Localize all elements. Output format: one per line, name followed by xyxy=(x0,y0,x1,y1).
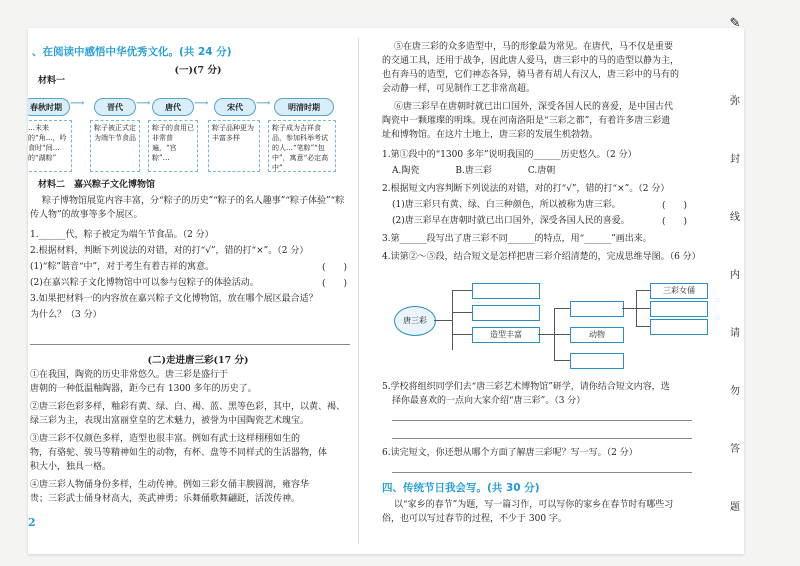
paragraph-5-cont3: 会动静一样，可见制作工艺非常高超。 xyxy=(382,84,536,94)
connector-line xyxy=(452,290,453,350)
paragraph-1-cont: 唐朝的一种低温釉陶器，距今已有 1300 多年的历史了。 xyxy=(30,384,257,394)
connector-line xyxy=(622,308,636,309)
binding-char: 勿 xyxy=(730,386,740,397)
mind-map-blank-1[interactable] xyxy=(472,283,540,299)
connector-line xyxy=(636,290,650,291)
answer-paren[interactable]: ( ) xyxy=(662,217,688,227)
material-one-label: 材料一 xyxy=(38,76,66,86)
right-question-6: 6.读完短文，你还想从哪个方面了解唐三彩呢？写一写。（2 分） xyxy=(382,448,638,458)
material-two-text-cont: 传人物”的故事等多个展区。 xyxy=(30,210,143,220)
arrow-icon: ⟶ xyxy=(70,98,85,109)
answer-paren[interactable]: ( ) xyxy=(662,201,688,211)
paragraph-6-cont: 陶瓷中一颗璀璨的明珠。现在河南洛阳是“三彩之都”，有着许多唐三彩遗 xyxy=(382,116,671,126)
answer-paren[interactable]: ( ) xyxy=(322,263,348,273)
paragraph-3: ③唐三彩不仅颜色多样，造型也很丰富。例如有武士这样栩栩如生的 xyxy=(30,434,301,444)
right-question-1-options: A.陶瓷 B.唐三彩 C.唐朝 xyxy=(392,166,556,176)
mind-map-blank-6[interactable] xyxy=(650,319,708,335)
connector-line xyxy=(452,334,472,335)
timeline-note-ming-qing: 粽子成为吉祥食品，参加科举考试的人…“笔粽”“包中”，寓意“必定高中” xyxy=(268,120,336,172)
binding-char: 封 xyxy=(730,154,740,165)
timeline-note-spring-autumn: …末来的“角…，吟食时“间…的“湖粽” xyxy=(28,120,72,172)
question-3-cont: 为什么？（3 分） xyxy=(30,310,102,320)
page-number: 2 xyxy=(28,516,36,529)
section-three-title: 、在阅读中感悟中华优秀文化。(共 24 分) xyxy=(32,46,232,58)
material-two-title: 材料二 嘉兴粽子文化博物馆 xyxy=(38,180,156,190)
paragraph-6: ⑥唐三彩早在唐朝时就已出口国外，深受各国人民的喜爱，是中国古代 xyxy=(394,102,674,112)
mind-map-shape: 造型丰富 xyxy=(472,327,540,343)
connector-line xyxy=(434,320,452,321)
paragraph-1: ①在我国，陶瓷的历史非常悠久。唐三彩是盛行于 xyxy=(30,370,229,380)
timeline-label-song: 宋代 xyxy=(214,98,256,116)
connector-line xyxy=(636,326,650,327)
connector-line xyxy=(554,308,570,309)
timeline-label-ming-qing: 明清时期 xyxy=(274,98,334,116)
connector-line xyxy=(452,312,472,313)
paragraph-3-cont: 物，有骆驼、骏马等精神如生的动物，有杯、盘等不同样式的生活器物，体 xyxy=(30,448,328,458)
right-question-2-item-1: (1)唐三彩只有黄、绿、白三种颜色，所以被称为唐三彩。 xyxy=(392,200,621,210)
right-question-2-item-2: (2)唐三彩早在唐朝时就已出口国外，深受各国人民的喜爱。 xyxy=(392,216,630,226)
section-four-title: 四、传统节日我会写。(共 30 分) xyxy=(382,482,540,494)
paragraph-5: ⑤在唐三彩的众多造型中，马的形象最为常见。在唐代，马不仅是重要 xyxy=(394,42,674,52)
answer-line[interactable] xyxy=(30,344,350,345)
right-question-4: 4.读第②～⑤段，结合短文是怎样把唐三彩介绍清楚的，完成思维导图。（6 分） xyxy=(382,252,701,262)
binding-char: 内 xyxy=(730,270,740,281)
answer-line[interactable] xyxy=(392,472,692,473)
mind-map-blank-4[interactable] xyxy=(570,353,624,369)
timeline-label-jin: 晋代 xyxy=(94,98,136,116)
mind-map-woman: 三彩女俑 xyxy=(650,283,708,299)
answer-paren[interactable]: ( ) xyxy=(322,279,348,289)
question-1: 1.______代，粽子被定为端午节食品。（2 分） xyxy=(30,230,214,240)
connector-line xyxy=(636,308,650,309)
mind-map-animal: 动物 xyxy=(570,327,624,343)
connector-line xyxy=(538,334,554,335)
answer-line[interactable] xyxy=(392,438,692,439)
connector-line xyxy=(554,360,570,361)
connector-line xyxy=(452,290,472,291)
answer-line[interactable] xyxy=(392,420,692,421)
worksheet-page xyxy=(28,28,744,554)
right-question-5-cont: 择你最喜欢的一点向大家介绍“唐三彩”。（3 分） xyxy=(392,396,586,406)
mind-map-center: 唐三彩 xyxy=(394,306,436,336)
timeline-note-tang: 粽子的食用已非常普遍，“宫粽”… xyxy=(148,120,198,172)
right-question-3: 3.第______段写出了唐三彩不同______的特点，用“______”画出来。 xyxy=(382,234,652,244)
timeline-label-spring-autumn: 春秋时期 xyxy=(28,98,70,116)
essay-prompt-cont: 俗，也可以写过春节的过程，不少于 300 字。 xyxy=(382,514,567,524)
connector-line xyxy=(554,334,570,335)
right-question-2: 2.根据短文内容判断下列说法的对错，对的打“√”，错的打“×”。（2 分） xyxy=(382,184,670,194)
part-two-title: (二)走进唐三彩(17 分) xyxy=(147,355,249,366)
question-2-item-2: (2)在嘉兴粽子文化博物馆中可以参与包粽子的体验活动。 xyxy=(30,278,259,288)
pen-icon: ✎ xyxy=(729,16,741,31)
paragraph-4: ④唐三彩人物俑身份多样，生动传神。例如三彩女俑丰腴圆润，雍容华 xyxy=(30,480,310,490)
paragraph-6-cont2: 址和博物馆。在这片土地上，唐三彩的发展生机勃勃。 xyxy=(382,130,599,140)
binding-char: 题 xyxy=(730,502,740,513)
mind-map-blank-2[interactable] xyxy=(472,305,540,321)
paragraph-2-cont: 绿三彩为主，表现出富丽堂皇的艺术魅力，被誉为中国陶瓷艺术瑰宝。 xyxy=(30,416,310,426)
question-3: 3.如果把材料一的内容放在嘉兴粽子文化博物馆，放在哪个展区最合适？ xyxy=(30,294,318,304)
material-two-text: 粽子博物馆展览内容丰富，分“粽子的历史”“粽子的名人趣事”“粽子体验”“粽 xyxy=(42,196,345,206)
timeline-label-tang: 唐代 xyxy=(152,98,194,116)
essay-prompt: 以“家乡的春节”为题，写一篇习作，可以写你的家乡在春节时有哪些习 xyxy=(394,500,674,510)
paragraph-5-cont2: 也有奔马的造型，它们神态各异，骑马者有胡人有汉人，唐三彩中的马有的 xyxy=(382,70,680,80)
mind-map-blank-3[interactable] xyxy=(570,301,624,317)
paragraph-2: ②唐三彩色彩多样，釉彩有黄、绿、白、褐、蓝、黑等色彩，其中，以黄、褐、 xyxy=(30,402,346,412)
binding-char: 弥 xyxy=(730,96,740,107)
right-question-5: 5.学校将组织同学们去“唐三彩艺术博物馆”研学，请你结合短文内容，选 xyxy=(382,382,670,392)
arrow-icon: ⟶ xyxy=(136,98,151,109)
mind-map-blank-5[interactable] xyxy=(650,301,708,317)
timeline-note-song: 粽子品种更为丰富多样 xyxy=(208,120,260,172)
paragraph-4-cont: 贵；三彩武士俑身材高大，英武神勇；乐舞俑歌舞翩跹，活泼传神。 xyxy=(30,494,301,504)
arrow-icon: ⟶ xyxy=(194,98,209,109)
column-divider xyxy=(358,38,359,544)
paragraph-3-cont2: 积大小，独具一格。 xyxy=(30,462,112,472)
timeline-note-jin: 粽子被正式定为端午节食品 xyxy=(90,120,140,172)
part-one-title: (一)(7 分) xyxy=(174,65,222,76)
arrow-icon: ⟶ xyxy=(256,98,271,109)
right-question-1: 1.第①段中的“1300 多年”说明我国的______历史悠久。（2 分） xyxy=(382,150,637,160)
binding-char: 请 xyxy=(730,328,740,339)
paragraph-5-cont: 的交通工具，还用于战争，因此唐人爱马，唐三彩中的马的造型以静为主， xyxy=(382,56,680,66)
question-2-item-1: (1)“粽”谐音“中”，对于考生有着吉祥的寓意。 xyxy=(30,262,215,272)
question-2: 2.根据材料，判断下列说法的对错，对的打“√”，错的打“×”。（2 分） xyxy=(30,246,309,256)
binding-char: 线 xyxy=(730,212,740,223)
binding-char: 答 xyxy=(730,444,740,455)
